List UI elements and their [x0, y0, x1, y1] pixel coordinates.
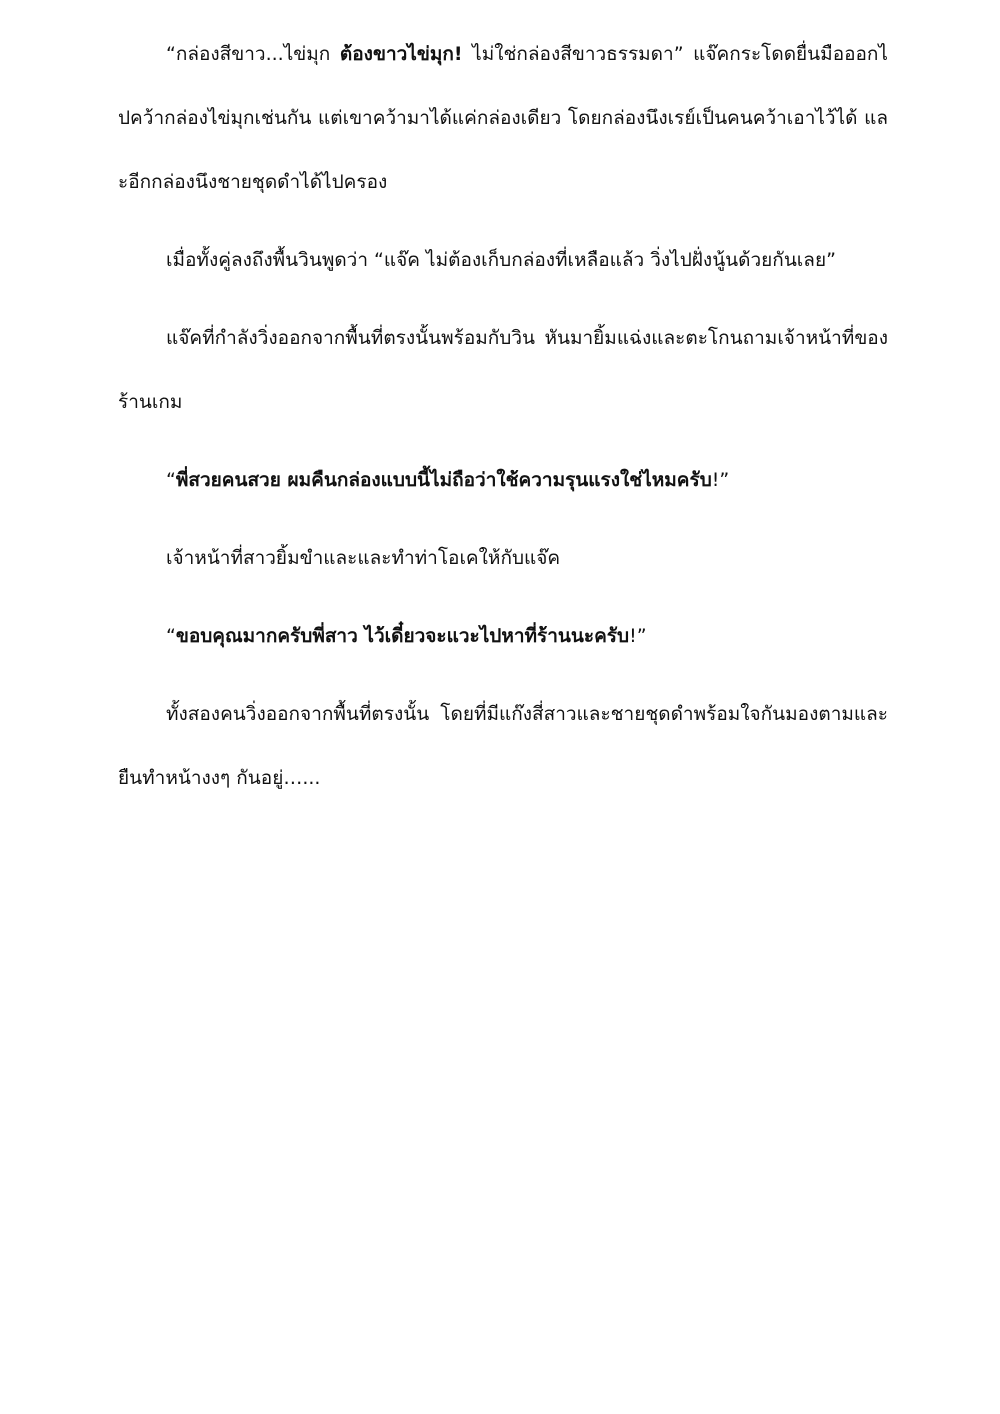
- paragraph-6-open-quote: “: [166, 625, 176, 647]
- paragraph-6-dialogue: [118, 604, 888, 668]
- paragraph-4-dialogue-text: พี่สวยคนสวย ผมคืนกล่องแบบนี้ไม่ถือว่าใช้ความรุนแรงใช่ไหมครับ: [175, 469, 712, 491]
- paragraph-4-dialogue: [118, 448, 888, 512]
- paragraph-6-dialogue-text: ขอบคุณมากครับพี่สาว ไว้เดี๋ยวจะแวะไปหาที่ร้านนะครับ: [175, 625, 630, 647]
- paragraph-3-segment-1: แจ๊คที่กำลังวิ่งออกจากพื้นที่ตรงนั้นพร้อมกับวิน หันมายิ้มแฉ่งและตะโกนถามเจ้าหน้าที่ของร้านเกม: [118, 327, 888, 413]
- paragraph-7-segment-1: ทั้งสองคนวิ่งออกจากพื้นที่ตรงนั้น โดยที่มีแก๊งสี่สาวและชายชุดดำพร้อมใจกันมองตามและยืนทำหน้างงๆ กันอยู่…...: [118, 703, 888, 789]
- paragraph-5: [118, 526, 888, 590]
- paragraph-5-segment-1: เจ้าหน้าที่สาวยิ้มขำและและทำท่าโอเคให้กับแจ๊ค: [166, 547, 561, 569]
- paragraph-1-segment-2: ต้องขาวไข่มุก!: [339, 43, 463, 65]
- paragraph-7: [118, 682, 888, 810]
- text-body: [118, 22, 888, 824]
- paragraph-3: [118, 306, 888, 434]
- paragraph-1-segment-1: “กล่องสีขาว...ไข่มุก: [166, 43, 340, 65]
- paragraph-4-open-quote: “: [166, 469, 176, 491]
- paragraph-4-close-quote: !”: [711, 469, 730, 491]
- paragraph-6-close-quote: !”: [629, 625, 647, 647]
- paragraph-2-segment-1: เมื่อทั้งคู่ลงถึงพื้นวินพูดว่า “แจ๊ค ไม่ต้องเก็บกล่องที่เหลือแล้ว วิ่งไปฝั่งนู้นด้วยกันเลย”: [166, 249, 836, 271]
- paragraph-1-segment-3: ไม่ใช่กล่องสีขาวธรรมดา” แจ๊คกระโดดยื่นมือออกไปคว้ากล่องไข่มุกเช่นกัน แต่เขาคว้ามาได้แค่กล่องเดียว โดยกล่องนึงเรย์เป็นคนคว้าเอาไว้ได้ และอีกกล่องนึงชายชุดดำได้ไปครอง: [118, 43, 888, 193]
- paragraph-1: [118, 22, 888, 214]
- paragraph-2: [118, 228, 888, 292]
